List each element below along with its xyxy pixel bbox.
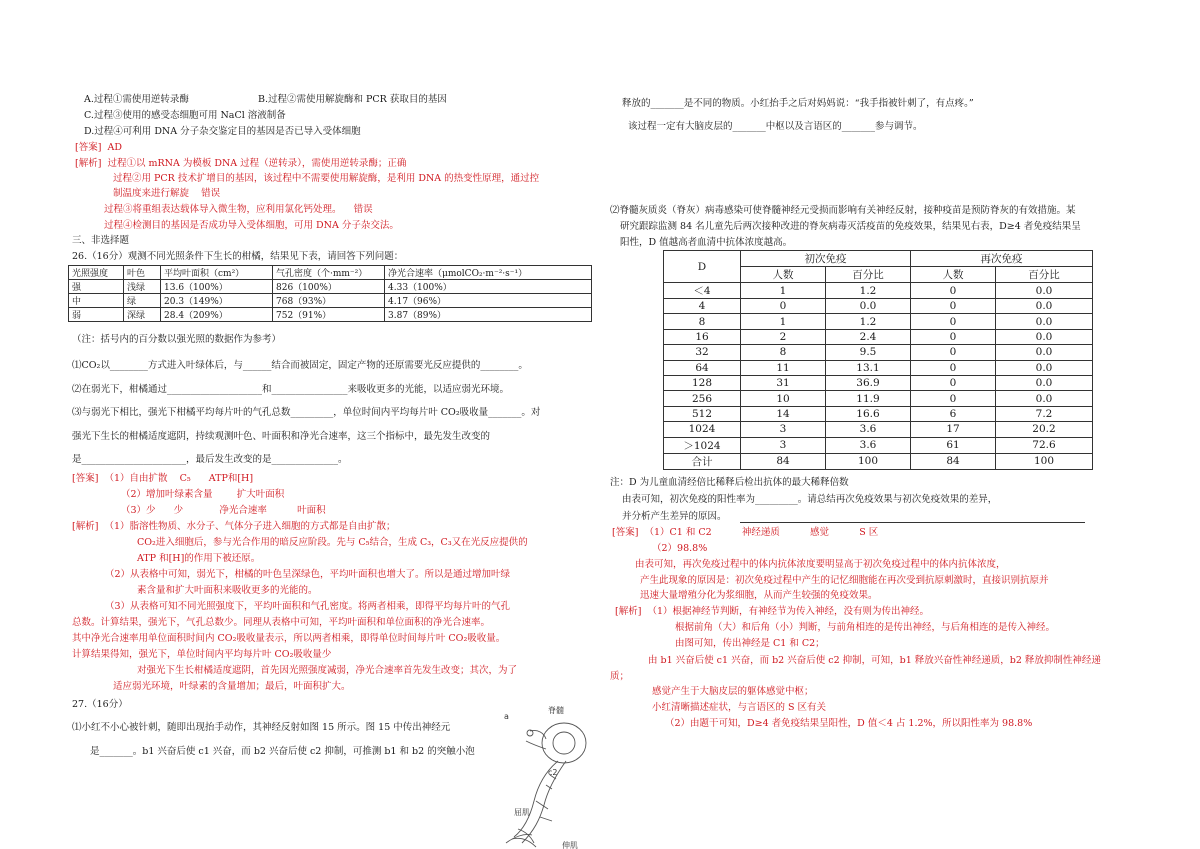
analysis-line: [解析] 过程①以 mRNA 为模板 DNA 过程（逆转录），需使用逆转录酶；正确 <box>75 158 407 169</box>
table-header-row <box>664 251 1093 267</box>
analysis-line: 过程③将重组表达载体导入微生物，应利用氯化钙处理。 错误 <box>104 204 373 215</box>
table-cell: 0.0 <box>996 375 1093 390</box>
q26-analysis: （2）从表格中可知，弱光下，柑橘的叶色呈深绿色，平均叶面积也增大了。所以是通过增加叶绿 <box>105 569 511 580</box>
q26-analysis: 计算结果得知，强光下，单位时间内平均每片叶 CO₂吸收量少 <box>72 649 332 660</box>
table-row <box>664 406 1093 421</box>
fig-label-a: a <box>504 712 509 721</box>
table-cell: 36.9 <box>826 375 911 390</box>
table-header-d: D <box>664 251 741 283</box>
table-note: 注：D 为儿童血清经倍比稀释后检出抗体的最大稀释倍数 <box>610 477 849 488</box>
table-cell: ＜4 <box>664 283 741 299</box>
fig-label-flexor: 屈肌 <box>514 808 530 817</box>
q27-line: 是_______。b1 兴奋后使 c1 兴奋，而 b2 兴奋后使 c2 抑制，可推测 b1 和 b2 的突触小泡 <box>90 746 475 757</box>
q26-table <box>68 265 592 322</box>
table-header: 气孔密度（个·mm⁻²） <box>273 266 385 280</box>
q27-analysis: 小红清晰描述症状，与言语区的 S 区有关 <box>652 702 827 713</box>
table-cell: 100 <box>996 453 1093 469</box>
table-cell: 1 <box>741 283 826 299</box>
answer-blank-line <box>740 522 1085 523</box>
table-cell: 合计 <box>664 453 741 469</box>
q26-note: （注：括号内的百分数以强光照的数据作为参考） <box>72 334 282 345</box>
table-subheader: 人数 <box>741 267 826 283</box>
q26-question: ⑶与弱光下相比，强光下柑橘平均每片叶的气孔总数_________，单位时间内平均每片叶 CO₂吸收量_______。对 <box>72 407 541 418</box>
table-cell: 0.0 <box>996 391 1093 406</box>
table-row <box>69 294 592 308</box>
option-a: A.过程①需使用逆转录酶 <box>84 94 189 105</box>
table-cell: 1 <box>741 314 826 329</box>
table-header: 光照强度 <box>69 266 124 280</box>
table-cell: 768（93%） <box>273 294 385 308</box>
immunity-table-body <box>664 283 1093 470</box>
table-cell: 0 <box>911 360 996 375</box>
table-cell: 1024 <box>664 422 741 437</box>
table-row <box>664 299 1093 314</box>
q26-analysis: [解析] （1）脂溶性物质、水分子、气体分子进入细胞的方式都是自由扩散； <box>72 521 396 532</box>
table-header: 净光合速率（μmolCO₂·m⁻²·s⁻¹） <box>385 266 592 280</box>
table-cell: 0.0 <box>996 360 1093 375</box>
table-header-row <box>69 266 592 280</box>
table-cell: 弱 <box>69 308 124 322</box>
table-row <box>664 283 1093 299</box>
table-cell: 4.17（96%） <box>385 294 592 308</box>
analysis-line: 过程④检测目的基因是否成功导入受体细胞，可用 DNA 分子杂交法。 <box>104 220 399 231</box>
option-d: D.过程④可利用 DNA 分子杂交鉴定目的基因是否已导入受体细胞 <box>84 126 361 137</box>
table-cell: 2.4 <box>826 329 911 344</box>
q26-answer: （2）增加叶绿素含量 扩大叶面积 <box>121 489 285 500</box>
table-cell: 72.6 <box>996 437 1093 453</box>
table-cell: 0 <box>911 283 996 299</box>
table-cell: 7.2 <box>996 406 1093 421</box>
q27-part2: 阳性，D 值越高者血清中抗体浓度越高。 <box>620 237 793 248</box>
table-cell: 强 <box>69 280 124 294</box>
table-cell: 13.6（100%） <box>161 280 273 294</box>
table-cell: 20.2 <box>996 422 1093 437</box>
table-cell: 8 <box>664 314 741 329</box>
fig-label-c2: c2 <box>548 768 558 777</box>
table-cell: 0.0 <box>996 299 1093 314</box>
table-cell: 2 <box>741 329 826 344</box>
analysis-line: 制温度来进行解旋 错误 <box>113 188 221 199</box>
table-cell: 256 <box>664 391 741 406</box>
table-cell: 绿 <box>124 294 161 308</box>
table-cell: 11.9 <box>826 391 911 406</box>
table-row <box>664 437 1093 453</box>
table-subheader: 人数 <box>911 267 996 283</box>
table-cell: 0 <box>911 299 996 314</box>
table-cell: 9.5 <box>826 345 911 360</box>
table-subheader: 百分比 <box>826 267 911 283</box>
fig-label-extensor: 伸肌 <box>562 841 578 849</box>
table-cell: 中 <box>69 294 124 308</box>
q27-analysis: 由图可知，传出神经是 C1 和 C2； <box>675 638 825 649</box>
table-header: 平均叶面积（cm²） <box>161 266 273 280</box>
answer-label: [答案] AD <box>75 142 122 153</box>
table-cell: 0.0 <box>996 314 1093 329</box>
table-cell: 64 <box>664 360 741 375</box>
table-cell: 0.0 <box>996 329 1093 344</box>
table-cell: 20.3（149%） <box>161 294 273 308</box>
q27-answer: 由表可知，再次免疫过程中的体内抗体浓度要明显高于初次免疫过程中的体内抗体浓度， <box>635 559 1006 570</box>
table-cell: 3 <box>741 437 826 453</box>
table-cell: 84 <box>911 453 996 469</box>
q27-analysis: [解析] （1）根据神经节判断，有神经节为传入神经，没有则为传出神经。 <box>615 606 929 617</box>
q26-analysis: （3）从表格可知不同光照强度下，平均叶面积和气孔密度。将两者相乘，即得平均每片叶的气孔 <box>105 601 511 612</box>
table-cell: 1.2 <box>826 283 911 299</box>
table-cell: 0 <box>911 391 996 406</box>
option-b: B.过程②需使用解旋酶和 PCR 获取目的基因 <box>258 94 447 105</box>
q26-analysis: 对强光下生长柑橘适度遮阴，首先因光照强度减弱，净光合速率首先发生改变；其次，为了 <box>137 665 518 676</box>
q27-answer: 迅速大量增殖分化为浆细胞，从而产生较强的免疫效果。 <box>640 590 878 601</box>
q26-analysis: 总数。计算结果，强光下，气孔总数少。同理从表格中可知，平均叶面积和单位面积的净光合速率。 <box>72 617 491 628</box>
table-cell: 28.4（209%） <box>161 308 273 322</box>
q26-analysis: ATP 和[H]的作用下被还原。 <box>137 553 261 564</box>
table-header-first: 初次免疫 <box>741 251 911 267</box>
table-cell: 17 <box>911 422 996 437</box>
q27-line: 释放的_______是不同的物质。小红抬手之后对妈妈说：“我手指被针刺了，有点疼。” <box>622 98 974 109</box>
table-row <box>69 308 592 322</box>
table-cell: 13.1 <box>826 360 911 375</box>
table-cell: 1.2 <box>826 314 911 329</box>
reflex-arc-figure <box>500 705 598 849</box>
table-header: 叶色 <box>124 266 161 280</box>
q27-question: 由表可知，初次免疫的阳性率为_________。请总结再次免疫效果与初次免疫效果的差异， <box>622 494 998 505</box>
table-cell: 0 <box>741 299 826 314</box>
table-cell: 4 <box>664 299 741 314</box>
table-cell: 16.6 <box>826 406 911 421</box>
table-cell: 深绿 <box>124 308 161 322</box>
table-row <box>69 280 592 294</box>
table-cell: 512 <box>664 406 741 421</box>
table-cell: 8 <box>741 345 826 360</box>
table-header-second: 再次免疫 <box>911 251 1093 267</box>
q27-part2: ⑵脊髓灰质炎（脊灰）病毒感染可使脊髓神经元受损而影响有关神经反射，接种疫苗是预防脊灰的有效措施。某 <box>610 205 1076 216</box>
q27-answer: （2）98.8% <box>652 543 708 554</box>
table-cell: 752（91%） <box>273 308 385 322</box>
table-cell: 84 <box>741 453 826 469</box>
q27-analysis: 根据前角（大）和后角（小）判断，与前角相连的是传出神经，与后角相连的是传入神经。 <box>675 622 1056 633</box>
table-row <box>664 329 1093 344</box>
q27-analysis: （2）由题干可知，D≥4 者免疫结果呈阳性，D 值＜4 占 1.2%，所以阳性率为 98.8% <box>665 718 1033 729</box>
table-cell: 14 <box>741 406 826 421</box>
q26-question: 强光下生长的柑橘适度遮阴，持续观测叶色、叶面积和净光合速率，这三个指标中，最先发生改变的 <box>72 431 491 442</box>
table-cell: 3 <box>741 422 826 437</box>
table-subheader: 百分比 <box>996 267 1093 283</box>
q27-answer: 产生此现象的原因是：初次免疫过程中产生的记忆细胞能在再次受到抗原刺激时，直接识别抗原并 <box>640 575 1049 586</box>
table-row <box>664 422 1093 437</box>
table-row <box>664 345 1093 360</box>
table-cell: 3.6 <box>826 437 911 453</box>
q27-analysis: 感觉产生于大脑皮层的躯体感觉中枢； <box>652 686 814 697</box>
table-cell: 16 <box>664 329 741 344</box>
q26-question: ⑵在弱光下，柑橘通过____________________和________________来吸收更多的光能，以适应弱光环境。 <box>72 384 510 395</box>
analysis-line: 过程②用 PCR 技术扩增目的基因，该过程中不需要使用解旋酶，是利用 DNA 的热变性原理，通过控 <box>113 173 540 184</box>
q27-analysis: 质； <box>610 671 630 682</box>
q26-answer: [答案] （1）自由扩散 C₅ ATP和[H] <box>72 473 254 484</box>
q26-analysis: 适应弱光环境，叶绿素的含量增加；最后，叶面积扩大。 <box>113 681 351 692</box>
table-cell: 11 <box>741 360 826 375</box>
table-cell: 浅绿 <box>124 280 161 294</box>
table-cell: 0.0 <box>996 345 1093 360</box>
table-row <box>664 360 1093 375</box>
table-cell: 10 <box>741 391 826 406</box>
right-column <box>600 0 1200 849</box>
q26-analysis: CO₂进入细胞后，参与光合作用的暗反应阶段。先与 C₅结合，生成 C₃，C₃又在光反应提供的 <box>137 537 528 548</box>
q27-line: ⑴小红不小心被针刺，随即出现抬手动作，其神经反射如图 15 所示。图 15 中传出神经元 <box>72 722 451 733</box>
q26-analysis: 其中净光合速率用单位面积时间内 CO₂吸收量表示，所以两者相乘，即得单位时间每片叶 CO₂吸收量。 <box>72 633 506 644</box>
table-cell: 3.6 <box>826 422 911 437</box>
q26-title: 26.（16分）观测不同光照条件下生长的柑橘，结果见下表，请回答下列问题： <box>72 251 404 262</box>
q26-answer: （3）少 少 净光合速率 叶面积 <box>121 505 326 516</box>
table-cell: 826（100%） <box>273 280 385 294</box>
table-cell: 0 <box>911 375 996 390</box>
table-cell: 128 <box>664 375 741 390</box>
q27-part2: 研究跟踪监测 84 名儿童先后两次接种改进的脊灰病毒灭活疫苗的免疫效果，结果见右表，D≥4 者免疫结果呈 <box>620 221 1081 232</box>
q26-question: 是______________________，最后发生改变的是______________。 <box>72 454 348 465</box>
q27-line: 该过程一定有大脑皮层的_______中枢以及言语区的_______参与调节。 <box>628 121 923 132</box>
table-cell: 0 <box>911 345 996 360</box>
table-cell: ＞1024 <box>664 437 741 453</box>
section-title: 三、非选择题 <box>72 235 130 246</box>
q27-answer: [答案] （1）C1 和 C2 神经递质 感觉 S 区 <box>612 527 879 538</box>
table-cell: 61 <box>911 437 996 453</box>
table-row <box>664 314 1093 329</box>
table-cell: 100 <box>826 453 911 469</box>
table-cell: 0 <box>911 329 996 344</box>
table-cell: 4.33（100%） <box>385 280 592 294</box>
table-cell: 32 <box>664 345 741 360</box>
table-cell: 0.0 <box>996 283 1093 299</box>
q26-analysis: 素含量和扩大叶面积来吸收更多的光能的。 <box>137 585 318 596</box>
q26-question: ⑴CO₂以________方式进入叶绿体后，与______结合而被固定，固定产物的还原需要光反应提供的________。 <box>72 360 528 371</box>
table-cell: 3.87（89%） <box>385 308 592 322</box>
table-row <box>664 391 1093 406</box>
fig-label-spinal: 脊髓 <box>548 706 564 715</box>
q27-title: 27.（16分） <box>72 699 128 710</box>
option-c: C.过程③使用的感受态细胞可用 NaCl 溶液制备 <box>84 110 286 121</box>
table-cell: 0 <box>911 314 996 329</box>
table-row <box>664 453 1093 469</box>
q27-analysis: 由 b1 兴奋后使 c1 兴奋，而 b2 兴奋后使 c2 抑制，可知，b1 释放兴奋性神经递质，b2 释放抑制性神经递 <box>648 655 1101 666</box>
table-row <box>664 375 1093 390</box>
q27-question: 并分析产生差异的原因。 <box>622 511 727 522</box>
table-cell: 6 <box>911 406 996 421</box>
table-cell: 31 <box>741 375 826 390</box>
table-cell: 0.0 <box>826 299 911 314</box>
immunity-table <box>663 250 1093 470</box>
